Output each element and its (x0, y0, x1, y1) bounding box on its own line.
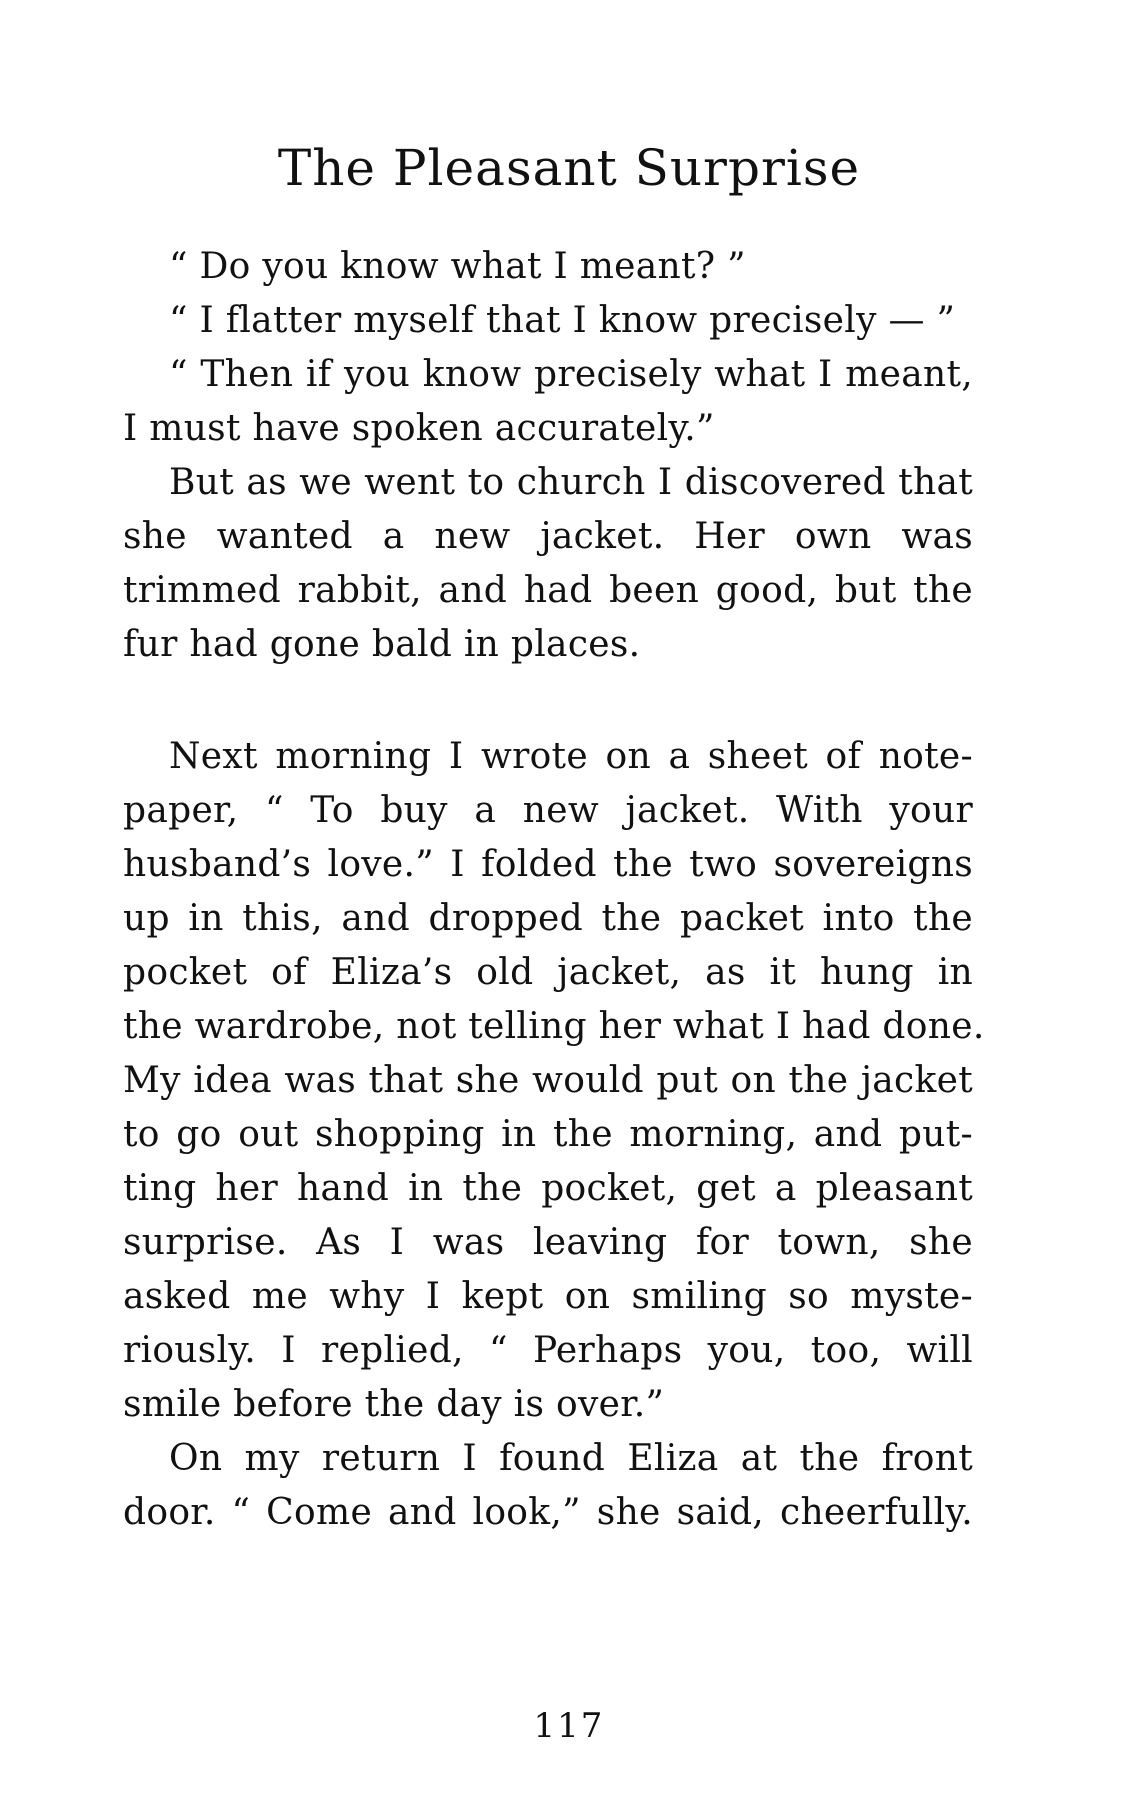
text-line: “ Do you know what I meant? ” (169, 246, 746, 287)
text-line: smile before the day is over.” (123, 1384, 665, 1425)
text-line: On my return I found Eliza at the front (169, 1438, 973, 1479)
text-line: ting her hand in the pocket, get a pleasant (123, 1168, 973, 1209)
text-line: door. “ Come and look,” she said, cheerfully. (123, 1492, 973, 1533)
text-line: “ I flatter myself that I know precisely — ” (169, 300, 956, 341)
text-line: But as we went to church I discovered that (169, 462, 973, 503)
text-line: riously. I replied, “ Perhaps you, too, will (123, 1330, 973, 1371)
running-head: The Pleasant Surprise (277, 139, 861, 197)
text-line: trimmed rabbit, and had been good, but the (123, 570, 973, 611)
text-line: up in this, and dropped the packet into the (123, 898, 973, 939)
text-line: to go out shopping in the morning, and put- (123, 1114, 973, 1155)
text-line: the wardrobe, not telling her what I had done. (123, 1006, 985, 1047)
text-line: My idea was that she would put on the jacket (123, 1060, 973, 1101)
text-line: asked me why I kept on smiling so myste- (123, 1276, 973, 1317)
text-line: surprise. As I was leaving for town, she (123, 1222, 973, 1263)
text-line: fur had gone bald in places. (123, 624, 641, 665)
text-line: husband’s love.” I folded the two sovereigns (123, 844, 973, 885)
text-line: I must have spoken accurately.” (123, 408, 715, 449)
page-number: 117 (533, 1706, 605, 1746)
text-line: pocket of Eliza’s old jacket, as it hung in (123, 952, 973, 993)
text-line: paper, “ To buy a new jacket. With your (123, 790, 973, 831)
text-line: Next morning I wrote on a sheet of note- (169, 736, 973, 777)
text-line: “ Then if you know precisely what I meant, (169, 354, 973, 395)
text-line: she wanted a new jacket. Her own was (123, 516, 973, 557)
